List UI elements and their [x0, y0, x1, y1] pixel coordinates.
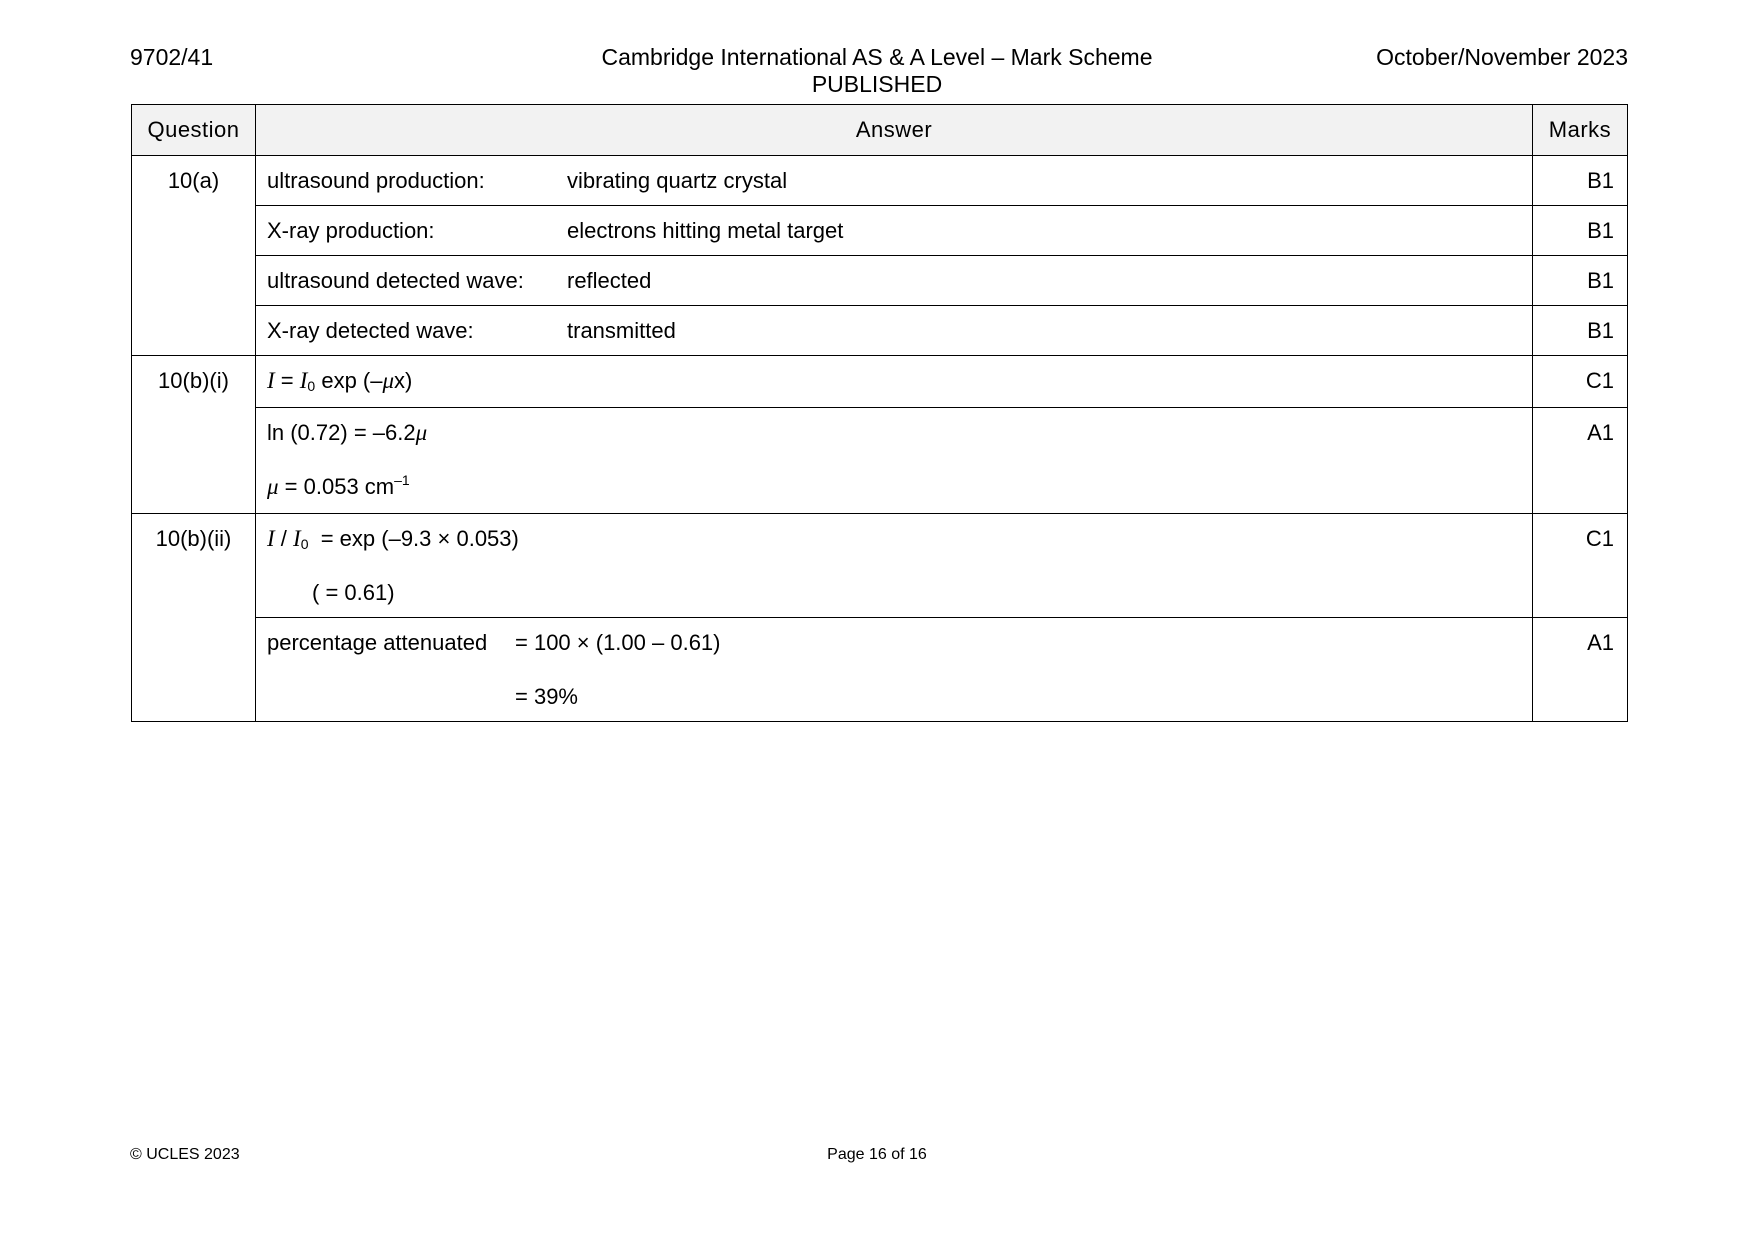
marks-column-header: Marks [1533, 105, 1628, 156]
table-row [132, 408, 1628, 514]
answer-value: reflected [567, 268, 652, 293]
mark-cell: A1 [1533, 408, 1628, 514]
superscript: –1 [394, 472, 410, 488]
answer-label: ultrasound detected wave: [267, 268, 524, 293]
mu-symbol: μ [382, 368, 395, 393]
intensity-symbol: I [293, 526, 301, 551]
table-row [132, 206, 1628, 256]
equation-part: = [274, 368, 300, 393]
mark-cell: B1 [1533, 156, 1628, 206]
mu-symbol: μ [267, 474, 279, 499]
document-status: PUBLISHED [811, 71, 943, 97]
intermediate-result: ( = 0.61) [312, 580, 395, 605]
equation-part: = 100 × (1.00 – 0.61) [515, 630, 721, 655]
mark-cell: B1 [1533, 306, 1628, 356]
mark-cell: B1 [1533, 206, 1628, 256]
mark-scheme-table [131, 104, 1628, 722]
result-line [267, 474, 1522, 500]
mark-cell: B1 [1533, 256, 1628, 306]
answer-value: transmitted [567, 318, 676, 343]
answer-value: vibrating quartz crystal [567, 168, 788, 193]
table-row [132, 256, 1628, 306]
question-number: 10(a) [132, 156, 256, 356]
answer-cell [256, 356, 1533, 408]
answer-cell [256, 256, 1533, 306]
table-row [132, 306, 1628, 356]
intensity-symbol: I [267, 368, 275, 393]
page-number: Page 16 of 16 [827, 1146, 927, 1163]
intensity-symbol: I [267, 526, 275, 551]
table-row [132, 356, 1628, 408]
answer-cell [256, 618, 1533, 722]
answer-label: percentage attenuated [267, 630, 488, 655]
answer-cell [256, 514, 1533, 618]
table-row [132, 514, 1628, 618]
final-result: = 39% [515, 684, 578, 709]
answer-cell [256, 156, 1533, 206]
question-number: 10(b)(ii) [132, 514, 256, 722]
equation-part: = 0.053 cm [278, 474, 395, 499]
answer-label: ultrasound production: [267, 168, 485, 193]
equation-part: ln (0.72) = –6.2 [267, 420, 416, 445]
table-header-row [132, 105, 1628, 156]
equation-part: x) [394, 368, 413, 393]
exam-session: October/November 2023 [1376, 44, 1628, 70]
equation-part: / [274, 526, 294, 551]
paper-code: 9702/41 [130, 44, 214, 70]
answer-cell [256, 408, 1533, 514]
subscript: 0 [307, 378, 316, 394]
equation-line [267, 526, 1522, 552]
copyright-notice: © UCLES 2023 [130, 1146, 240, 1163]
document-title: Cambridge International AS & A Level – Mark Scheme [601, 44, 1153, 70]
mark-cell: A1 [1533, 618, 1628, 722]
question-number: 10(b)(i) [132, 356, 256, 514]
intensity-symbol: I [299, 368, 308, 393]
equation-part: = exp (–9.3 × 0.053) [308, 526, 519, 551]
equation-part: exp (– [315, 368, 383, 393]
mark-cell: C1 [1533, 514, 1628, 618]
answer-column-header: Answer [256, 105, 1533, 156]
working-line [267, 420, 1522, 446]
mu-symbol: μ [415, 420, 428, 445]
answer-cell [256, 306, 1533, 356]
equation-line [267, 368, 1522, 394]
answer-cell [256, 206, 1533, 256]
answer-value: electrons hitting metal target [567, 218, 844, 243]
answer-label: X-ray production: [267, 218, 435, 243]
question-column-header: Question [132, 105, 256, 156]
table-row [132, 156, 1628, 206]
table-row [132, 618, 1628, 722]
answer-label: X-ray detected wave: [267, 318, 474, 343]
subscript: 0 [300, 536, 309, 552]
mark-cell: C1 [1533, 356, 1628, 408]
